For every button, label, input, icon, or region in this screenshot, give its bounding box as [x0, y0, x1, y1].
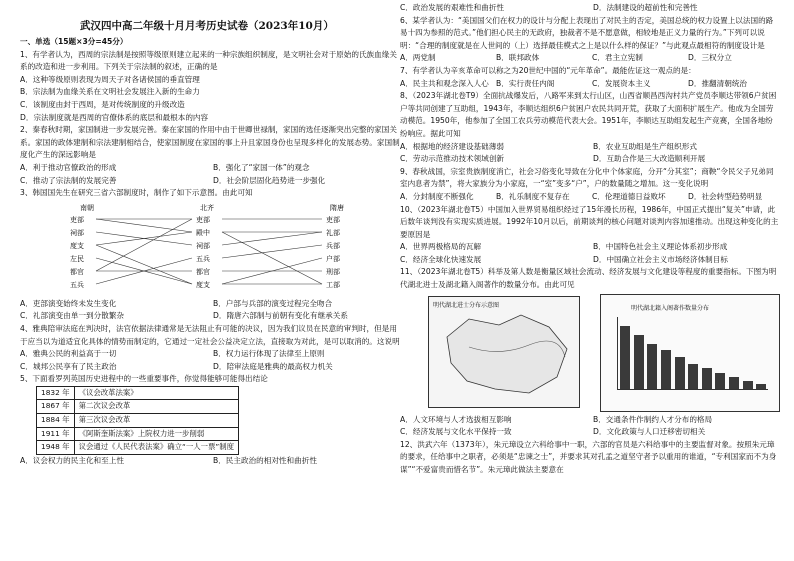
q7-option-d: D．推翻清朝统治	[688, 78, 748, 88]
table-row	[37, 400, 239, 414]
ministry-label-south: 五兵	[70, 280, 84, 289]
chart-bar	[756, 384, 766, 389]
q6-option-c: C．君主立宪制	[592, 53, 643, 63]
q11-figures	[400, 294, 780, 412]
q9-option-d: D．社会转型趋势明显	[688, 191, 763, 201]
q5-option-a: A．议会权力的民主化和至上性	[20, 455, 124, 465]
q5-option-b: B．民主政治的相对性和曲折性	[213, 455, 317, 465]
ministry-label-qi: 祠部	[196, 241, 210, 250]
table-row	[37, 427, 239, 441]
ministry-label-suitang: 工部	[326, 280, 340, 289]
q2-option-b: B．强化了“家国一体”的观念	[213, 162, 310, 172]
q9-option-b: B．礼乐制度不复存在	[496, 191, 570, 201]
chart-bars	[617, 317, 768, 390]
q7-option-b: B．实行责任内阁	[496, 78, 555, 88]
row-event: 议会通过《人民代表法案》确立“一人一票”制度	[74, 441, 238, 455]
q6-stem: 6、某学者认为：“美国国父们在权力的设计与分配上表现出了对民主的否定，美国总统的权力设置上以法国的路易十四为参照的范式。”他们担心民主的无政府，独裁者不是不愿意做，相较地是正义力量的行为。”下列可以说明：“合理的制度就是在人世间的（上）选择最佳模式之上是以什么样的保证？”与此观点最相符的制度设计是	[400, 15, 774, 50]
q8-option-d: D．互助合作是三大改造顺利开展	[593, 154, 706, 164]
diagram-link	[96, 245, 192, 284]
ministry-label-qi: 吏部	[196, 215, 210, 224]
row-year: 1911 年	[37, 427, 75, 441]
row-event: 第二次议会改革	[74, 400, 238, 414]
diagram-link	[96, 219, 192, 271]
q4-stem: 4、雅典陪审法庭在判决时，法官依据法律通常是无法阻止有可能的决议，因为我们议员在民意的审判时，但是用于应当以为道适宜化具体的情势而制定的，它通过一定社会公益决定立法，直接取为对此，是可以取消的。这说明	[20, 323, 400, 346]
q10-option-c: C．经济全球化快速发展	[400, 254, 482, 264]
ministry-label-suitang: 兵部	[326, 241, 340, 250]
q4-option-a: A．雅典公民的利益高于一切	[20, 349, 117, 359]
q9-option-c: C．伦理道德日益败坏	[592, 191, 666, 201]
q3-option-c: C．礼部演变由单一到分散繁杂	[20, 311, 125, 321]
q2-stem: 2、秦春秋时期，家国制进一步发展完善。秦在家国的作用中由于世卿世禄制，家国的选任逐渐突出完整的家国关系。家国的政体建制和宗法建制相结合，使家国制度在家国的事上升且家国身份也呈现多样化的发展态势。家国制度化产生的深远影响是	[20, 125, 400, 160]
row-year: 1884 年	[37, 414, 75, 428]
q4-option-c: C．城邦公民享有了民主政治	[20, 361, 117, 371]
q8-stem: 8、（2023年湖北卷T9）全面抗战爆发后，八路军来到太行山区，山西省顺昌西沟村共产党员李顺达带领6户贫困户等共同创建了互助组，1943年，李顺达组织6户贫困户农民共同开荒，获取了大面积扩展生产。他成为全国劳动模范。1950年，他参加了全国工农兵劳动模范代表大会。1951年，李顺达互助组发起生产竞赛，全国各地纷纷响应。据此可知	[400, 91, 777, 138]
q6-option-a: A．两党制	[400, 53, 436, 63]
ministry-label-qi: 五兵	[196, 254, 210, 263]
q3-stem: 3、韩国国先生在研究三省六部制度时，制作了如下示意图。由此可知	[20, 188, 253, 198]
q2-option-d: D．社会阶层固化趋势进一步强化	[213, 175, 326, 185]
ministry-label-suitang: 吏部	[326, 215, 340, 224]
diagram-mid-title: 北齐	[200, 203, 214, 212]
diagram-link	[222, 232, 322, 284]
table-row	[37, 414, 239, 428]
ministry-label-suitang: 刑部	[326, 267, 340, 276]
q3-option-a: A．吏部演变始终未发生变化	[20, 298, 117, 308]
section-heading: 一、单选（15题×3分=45分）	[20, 37, 128, 46]
chart-bar	[634, 335, 644, 389]
q6-option-d: D．三权分立	[688, 53, 732, 63]
chart-bar	[729, 377, 739, 388]
ministry-label-south: 左民	[70, 254, 84, 263]
q4-option-d: D．陪审法庭是雅典的最高权力机关	[213, 361, 333, 371]
chart-panel	[600, 294, 780, 412]
q11-stem: 11、（2023年湖北卷T5）科举及第人数是衡量区域社会流动、经济发展与文化建设等程度的重要指标。下图为明代湖北进士及湖北籍入阁著作的数量分布。由此可见	[400, 267, 777, 290]
page-title: 武汉四中高二年级十月月考历史试卷（2023年10月）	[80, 20, 334, 32]
row-year: 1832 年	[37, 386, 75, 400]
ministry-label-qi: 殿中	[196, 228, 210, 237]
table-row	[37, 441, 239, 455]
ministry-label-qi: 都官	[196, 267, 210, 276]
q8-option-b: B．农业互助组是生产组织形式	[593, 141, 697, 151]
ministry-label-suitang: 礼部	[326, 228, 340, 237]
q8-option-a: A．根据地的经济建设基础薄弱	[400, 141, 504, 151]
chart-bar	[661, 350, 671, 388]
q1-stem: 1、有学者认为，西周的宗法制是按照等级原则建立起来的一种宗族组织制度，是文明社会对于原始的氏族血缘关系的改造和进一步利用。下列关于宗法制的叙述，正确的是	[20, 49, 397, 72]
q10-option-a: A．世界两极格局的瓦解	[400, 242, 482, 252]
q2-option-c: C．推动了宗法制的发展完善	[20, 175, 117, 185]
q7-option-c: C．发展资本主义	[592, 78, 651, 88]
row-event: 《阿斯奎斯法案》上院权力进一步削弱	[74, 427, 238, 441]
row-year: 1948 年	[37, 441, 75, 455]
q1-option-b: B．宗法制为血缘关系在文明社会发展注入新的生命力	[20, 87, 200, 97]
chart-bar	[688, 364, 698, 389]
row-event: 第三次议会改革	[74, 414, 238, 428]
diagram-left-title: 南朝	[80, 203, 94, 212]
chart-bar	[702, 368, 712, 388]
q9-stem: 9、春秋战国，宗室贵族制度消亡，社会习俗变化导致在分化中个体家庭，分开“分其室”；商鞅“令民父子兄弟同室内息者为禁”，将大家族分为小家庭，一“室”变多“户”，户的数量随之增加。这一变化说明	[400, 166, 774, 189]
chart-bar	[620, 326, 630, 389]
q6-option-b: B．联邦政体	[496, 53, 540, 63]
ministries-diagram	[20, 202, 400, 296]
q7-stem: 7、有学者认为辛亥革命可以称之为20世纪中国的“元年革命”。最能佐证这一观点的是：	[400, 65, 696, 75]
ministry-label-qi: 度支	[196, 280, 210, 289]
q10-option-d: D．中国确立社会主义市场经济体制目标	[593, 254, 728, 264]
right-column	[400, 2, 780, 477]
table-row	[37, 386, 239, 400]
q1-option-a: A．这种等级原则表现为周天子对各诸侯国的垂直管理	[20, 74, 200, 84]
q11-option-b: B．交通条件作制约人才分布的格局	[593, 414, 713, 424]
left-column	[20, 36, 400, 467]
chart-title: 明代湖北籍入阁著作数量分布	[631, 304, 710, 312]
row-year: 1867 年	[37, 400, 75, 414]
diagram-right-title: 隋唐	[330, 203, 344, 212]
chart-bar	[743, 381, 753, 389]
ministry-label-suitang: 户部	[326, 254, 340, 263]
chart-bar	[675, 357, 685, 389]
chart-bar	[715, 373, 725, 389]
diagram-link	[222, 245, 322, 258]
q1-option-d: D．宗法制度就是西周的官僚体系的底层和最根本的内容	[20, 112, 209, 122]
q11-option-a: A．人文环境与人才选拔相互影响	[400, 414, 512, 424]
q2-option-a: A．利于推动官僚政治的形成	[20, 162, 117, 172]
map-shape	[429, 297, 579, 407]
diagram-link	[96, 219, 192, 232]
q3-option-b: B．户部与兵部的演变过程完全吻合	[213, 298, 333, 308]
q5-stem: 5、下面看罗列英国历史进程中的一些重要事件，你觉得能够可能得出结论	[20, 374, 268, 384]
ministry-label-south: 度支	[70, 241, 84, 250]
ministry-label-south: 都官	[70, 267, 84, 276]
q5-option-d: D．法制建设的超前性和完善性	[593, 3, 698, 12]
q5-option-c: C．政治发展的艰难性和曲折性	[400, 3, 505, 12]
q7-option-a: A．民主共和观念深入人心	[400, 78, 489, 88]
q3-option-d: D．隋唐六部制与前朝有变化有继承关系	[213, 311, 348, 321]
q8-option-c: C．劳动示范推动技术领域创新	[400, 154, 505, 164]
q5-table	[36, 386, 239, 455]
q10-stem: 10、（2023年湖北卷T5）中国加入世界贸易组织经过了15年漫长历程，1986年，中国正式提出“复关”申请，此后数年谈判没有实现实质进展。1992年10月以后，前期谈判的核心问题对谈判内容加速推动。出现这种变化的主要原因是	[400, 204, 779, 239]
ministry-label-south: 吏部	[70, 215, 84, 224]
q3-diagram	[20, 202, 400, 296]
ministry-label-south: 祠部	[70, 228, 84, 237]
q10-option-b: B．中国特色社会主义理论体系初步形成	[593, 242, 728, 252]
q9-option-a: A．分封制度不断强化	[400, 191, 474, 201]
hubei-map	[428, 296, 580, 408]
q1-option-c: C．该制度由封于西周，是对传统制度的升级改造	[20, 99, 185, 109]
map-title: 明代湖北进士分布示意图	[433, 301, 500, 309]
row-event: 《议会改革法案》	[74, 386, 238, 400]
q4-option-b: B．权力运行体现了法律至上原则	[213, 349, 325, 359]
diagram-link	[222, 232, 322, 245]
q11-option-d: D．文化政策与人口迁移密切相关	[593, 427, 706, 437]
chart-bar	[647, 344, 657, 389]
q12-stem: 12、洪武六年（1373年），朱元璋设立六科给事中一职，六部的官员是六科给事中的主要监督对象。按照朱元璋的要求，任给事中之职者，必须是“忠谏之士”，并要求其对孔孟之道坚守者予以重用的谁道，“专利国家而不为身谋”“不爱富贵而惜名节”。朱元璋此做法主要意在	[400, 439, 777, 475]
q11-option-c: C．经济发展与文化水平保持一致	[400, 427, 512, 437]
